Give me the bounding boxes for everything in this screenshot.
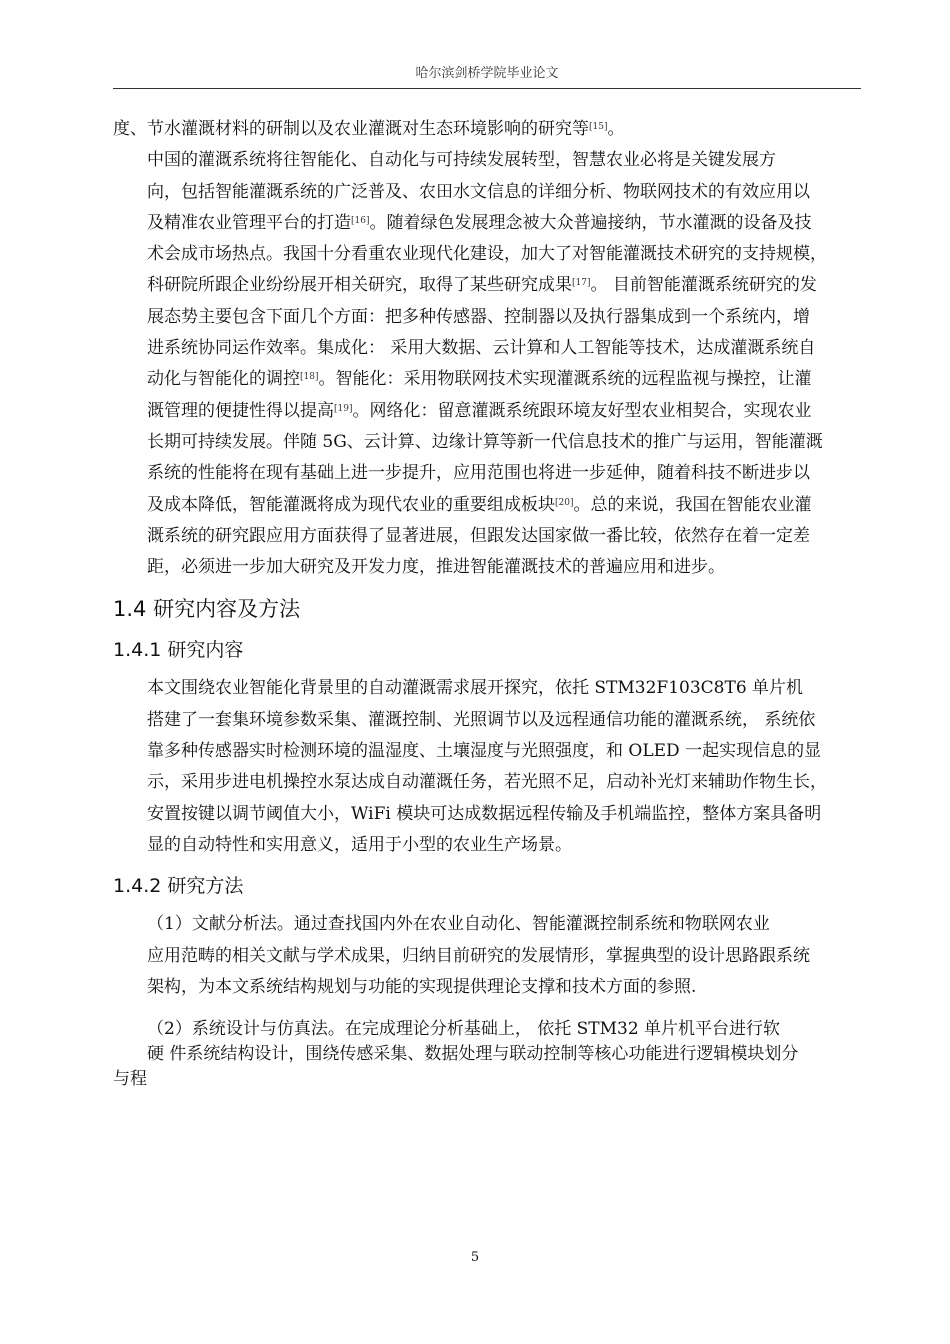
paragraph-continuation: 度、节水灌溉材料的研制以及农业灌溉对生态环境影响的研究等[15]。 [113, 119, 625, 139]
paragraph-method-design: （2）系统设计与仿真法。在完成理论分析基础上， 依托 STM32 单片机平台进行软 硬 件系统结构设计，围绕传感采集、数据处理与联动控制等核心功能进行逻辑模块划分 与程 [113, 1019, 799, 1090]
paragraph-method-literature: （1）文献分析法。通过查找国内外在农业自动化、智能灌溉控制系统和物联网农业 应用范畴的相关文献与学术成果，归纳目前研究的发展情形，掌握典型的设计思路跟系统 架构，为本文系统结构规划与功能的实现提供理论支撑和技术方面的参照. [147, 914, 810, 997]
citation-16: [16] [351, 215, 370, 226]
citation-15: [15] [589, 122, 608, 132]
paragraph-trends: 中国的灌溉系统将往智能化、自动化与可持续发展转型，智慧农业必将是关键发展方 向，包括智能灌溉系统的广泛普及、农田水文信息的详细分析、物联网技术的有效应用以 及精准农业管理平台的打造[16]。随着绿色发展理念被大众普遍接纳，节水灌溉的设备及技 术会成市场热点。我国十分看重农业现代化建设，加大了对智能灌溉技术研究的支持规模， 科研院所跟企业纷纷展开相关研究，取得了某些研究成果[17]。 目前智能灌溉系统研究的发 展态势主要包含下面几个方面：把多种传感器、控制器以及执行器集成到一个系统内，增 进系统协同运作效率。集成化： 采用大数据、云计算和人工智能等技术，达成灌溉系统自 动化与智能化的调控[18]。智能化：采用物联网技术实现灌溉系统的远程监视与操控，让灌 溉管理的便捷性得以提高[19]。网络化：留意灌溉系统跟环境友好型农业相契合，实现农业 长期可持续发展。伴随 5G、云计算、边缘计算等新一代信息技术的推广与运用，智能灌溉 系统的性能将在现有基础上进一步提升，应用范围也将进一步延伸，随着科技不断进步以 及成本降低，智能灌溉将成为现代农业的重要组成板块[20]。总的来说，我国在智能农业灌 溉系统的研究跟应用方面获得了显著进展，但跟发达国家做一番比较，依然存在着一定差 距，必须进一步加大研究及开发力度，推进智能灌溉技术的普遍应用和进步。 [147, 150, 827, 578]
citation-18: [18] [300, 372, 319, 383]
document-body [113, 114, 863, 1092]
page-number: 5 [470, 1250, 480, 1265]
header-divider [113, 88, 861, 89]
citation-19: [19] [334, 403, 353, 414]
citation-20: [20] [555, 497, 574, 508]
paragraph-research-content: 本文围绕农业智能化背景里的自动灌溉需求展开探究，依托 STM32F103C8T6 单片机 搭建了一套集环境参数采集、灌溉控制、光照调节以及远程通信功能的灌溉系统， 系统依 靠多种传感器实时检测环境的温湿度、土壤湿度与光照强度，和 OLED 一起实现信息的显 示，采用步进电机操控水泵达成自动灌溉任务，若光照不足，启动补光灯来辅助作物生长， 安置按键以调节阈值大小，WiFi 模块可达成数据远程传输及手机端监控，整体方案具备明 显的自动特性和实用意义，适用于小型的农业生产场景。 [147, 678, 827, 855]
page-header: 哈尔滨剑桥学院毕业论文 [415, 66, 559, 81]
section-heading-1-4-2: 1.4.2 研究方法 [113, 875, 244, 898]
section-heading-1-4-1: 1.4.1 研究内容 [113, 639, 244, 662]
section-heading-1-4: 1.4 研究内容及方法 [113, 597, 301, 622]
citation-17: [17] [572, 278, 591, 289]
